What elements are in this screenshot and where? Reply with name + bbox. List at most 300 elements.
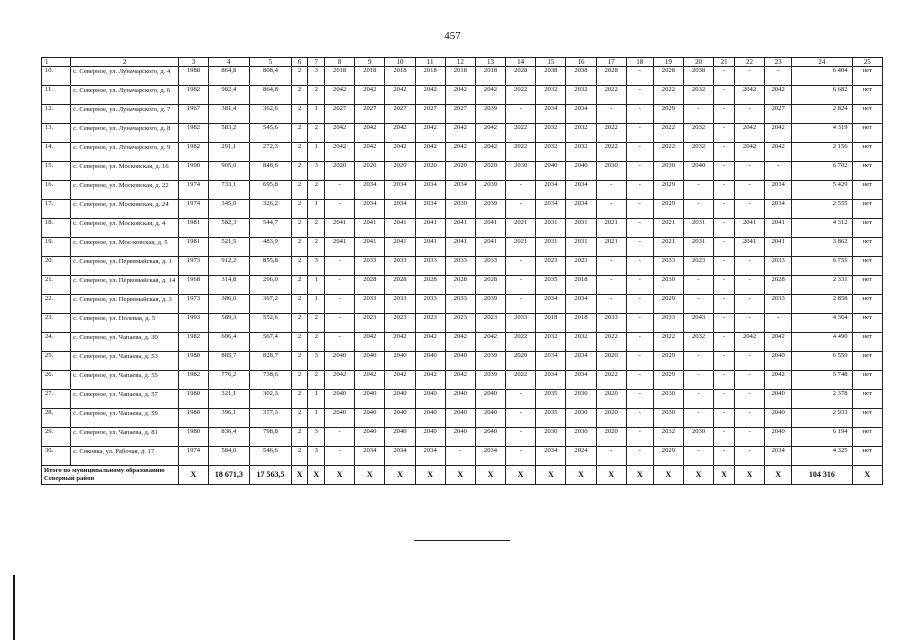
table-cell: 2042 <box>325 124 355 143</box>
data-table-container <box>41 57 883 485</box>
table-cell: - <box>626 352 653 371</box>
table-cell: 2020 <box>385 162 415 181</box>
table-cell: 396,1 <box>208 409 250 428</box>
table-cell: 362,6 <box>250 105 292 124</box>
table-cell: - <box>626 314 653 333</box>
table-cell: 2040 <box>415 428 445 447</box>
total-value-cell: X <box>325 466 355 485</box>
table-cell: - <box>683 276 713 295</box>
table-cell: 544,7 <box>250 219 292 238</box>
table-row <box>42 67 883 86</box>
table-cell: 808,4 <box>250 67 292 86</box>
table-cell: 2042 <box>355 124 385 143</box>
table-cell: - <box>683 352 713 371</box>
table-cell: 1982 <box>179 371 208 390</box>
table-cell: 4 319 <box>792 124 852 143</box>
table-cell: 2 <box>291 238 308 257</box>
table-cell: 2041 <box>734 238 764 257</box>
table-cell: 2 824 <box>792 105 852 124</box>
table-cell: 2 555 <box>792 200 852 219</box>
table-cell: 1974 <box>179 200 208 219</box>
table-cell: 2 <box>291 333 308 352</box>
table-cell: - <box>596 200 626 219</box>
table-cell: 2 <box>308 314 325 333</box>
table-cell: 2 <box>291 200 308 219</box>
total-row <box>42 466 883 485</box>
address-cell: с. Северное, ул. Московская, д. 4 <box>71 219 179 238</box>
table-cell: - <box>596 295 626 314</box>
table-cell: 2041 <box>325 238 355 257</box>
table-cell: 1982 <box>179 124 208 143</box>
table-cell: 1 <box>308 105 325 124</box>
table-cell: 1980 <box>179 409 208 428</box>
table-cell: 2020 <box>325 162 355 181</box>
table-cell: - <box>765 67 792 86</box>
table-cell: 2 <box>291 447 308 466</box>
table-cell: 2029 <box>653 447 683 466</box>
total-value-cell: X <box>291 466 308 485</box>
table-cell: 2041 <box>445 219 475 238</box>
table-cell: 2034 <box>536 352 566 371</box>
table-cell: 2030 <box>506 162 536 181</box>
table-cell: 2040 <box>355 409 385 428</box>
table-cell: 2034 <box>385 447 415 466</box>
column-header-cell: 6 <box>291 58 308 67</box>
table-cell: 695,8 <box>250 181 292 200</box>
table-cell: 2 <box>308 219 325 238</box>
table-cell: 2022 <box>653 86 683 105</box>
table-row <box>42 143 883 162</box>
column-header-cell: 12 <box>445 58 475 67</box>
table-cell: 2 933 <box>792 409 852 428</box>
table-cell: 2022 <box>653 143 683 162</box>
table-cell: 2040 <box>385 352 415 371</box>
table-cell: 2042 <box>765 124 792 143</box>
table-cell: 2042 <box>385 371 415 390</box>
table-cell: - <box>626 295 653 314</box>
address-cell: с. Северное, ул. Московская, д. 16 <box>71 162 179 181</box>
table-cell: 2020 <box>596 390 626 409</box>
table-cell: 2034 <box>536 371 566 390</box>
row-number-cell: 23. <box>42 314 71 333</box>
table-cell: 2028 <box>765 276 792 295</box>
table-cell: 2023 <box>566 257 596 276</box>
table-row <box>42 409 883 428</box>
table-cell: - <box>734 162 764 181</box>
table-cell: - <box>734 447 764 466</box>
table-cell: - <box>734 181 764 200</box>
table-cell: 584,0 <box>208 447 250 466</box>
table-cell: 2 <box>291 257 308 276</box>
table-cell: 2030 <box>566 409 596 428</box>
table-cell: - <box>734 67 764 86</box>
table-cell: - <box>626 124 653 143</box>
column-header-cell: 11 <box>415 58 445 67</box>
table-cell: 2032 <box>683 124 713 143</box>
table-cell: 3 <box>308 67 325 86</box>
table-cell: 2040 <box>445 390 475 409</box>
table-cell: 2034 <box>566 352 596 371</box>
address-cell: с. Северное, ул. Московская, д. 24 <box>71 200 179 219</box>
table-cell: - <box>626 67 653 86</box>
column-header-cell: 3 <box>179 58 208 67</box>
table-row <box>42 181 883 200</box>
table-cell: 2041 <box>355 238 385 257</box>
total-value-cell: X <box>536 466 566 485</box>
table-cell: - <box>325 181 355 200</box>
table-cell: - <box>714 428 735 447</box>
row-number-cell: 26. <box>42 371 71 390</box>
table-cell: 2033 <box>506 314 536 333</box>
table-cell: нет <box>852 219 882 238</box>
table-cell: 2040 <box>445 352 475 371</box>
column-header-cell: 22 <box>734 58 764 67</box>
table-cell: 1982 <box>179 143 208 162</box>
table-cell: 2032 <box>536 86 566 105</box>
table-row <box>42 276 883 295</box>
table-cell: - <box>325 295 355 314</box>
table-cell: - <box>325 447 355 466</box>
table-cell: 3 <box>308 447 325 466</box>
table-cell: 2041 <box>325 219 355 238</box>
table-cell: 2018 <box>475 67 505 86</box>
table-cell: 2041 <box>734 219 764 238</box>
table-cell: 2 <box>308 371 325 390</box>
table-cell: - <box>734 276 764 295</box>
table-cell: - <box>714 333 735 352</box>
table-cell: 2042 <box>445 124 475 143</box>
table-cell: 367,2 <box>250 295 292 314</box>
table-cell: 2040 <box>325 390 355 409</box>
table-cell: 2027 <box>325 105 355 124</box>
table-cell: 2040 <box>765 390 792 409</box>
table-cell: 1974 <box>179 447 208 466</box>
table-cell: 2 <box>308 86 325 105</box>
table-cell: 2023 <box>683 257 713 276</box>
table-cell: 589,3 <box>208 314 250 333</box>
table-cell: 2042 <box>385 143 415 162</box>
table-cell: 2041 <box>765 238 792 257</box>
table-cell: нет <box>852 181 882 200</box>
table-cell: 1980 <box>179 390 208 409</box>
table-row <box>42 162 883 181</box>
table-cell: - <box>626 371 653 390</box>
table-row <box>42 352 883 371</box>
table-cell: 864,8 <box>208 67 250 86</box>
table-cell: нет <box>852 143 882 162</box>
table-cell: нет <box>852 105 882 124</box>
table-cell: 2040 <box>475 409 505 428</box>
table-cell: 1990 <box>179 162 208 181</box>
table-cell: - <box>506 181 536 200</box>
table-cell: 2 <box>291 181 308 200</box>
table-cell: 2020 <box>596 409 626 428</box>
table-cell: 2042 <box>475 124 505 143</box>
table-row <box>42 295 883 314</box>
table-cell: 2040 <box>385 409 415 428</box>
table-cell: 2024 <box>566 447 596 466</box>
table-row <box>42 447 883 466</box>
table-cell: 798,8 <box>250 428 292 447</box>
table-cell: - <box>596 447 626 466</box>
table-cell: 2018 <box>415 67 445 86</box>
table-cell: 2039 <box>445 200 475 219</box>
total-value-cell: X <box>506 466 536 485</box>
table-cell: 2034 <box>765 447 792 466</box>
table-cell: 2028 <box>653 67 683 86</box>
table-cell: 2031 <box>536 219 566 238</box>
table-cell: 2020 <box>596 352 626 371</box>
table-cell: 521,5 <box>208 238 250 257</box>
table-cell: 2039 <box>475 295 505 314</box>
table-cell: 2033 <box>765 295 792 314</box>
table-cell: 2021 <box>506 238 536 257</box>
table-cell: - <box>683 181 713 200</box>
table-cell: - <box>714 447 735 466</box>
total-value-cell: X <box>683 466 713 485</box>
table-cell: 546,6 <box>250 447 292 466</box>
table-cell: 2029 <box>653 181 683 200</box>
table-cell: 2032 <box>683 143 713 162</box>
table-cell: 2040 <box>355 352 385 371</box>
table-cell: - <box>626 428 653 447</box>
row-number-cell: 20. <box>42 257 71 276</box>
table-cell: - <box>714 162 735 181</box>
table-cell: 567,4 <box>250 333 292 352</box>
table-cell: - <box>325 200 355 219</box>
column-number-header <box>42 58 883 67</box>
table-cell: 2038 <box>683 67 713 86</box>
row-number-cell: 28. <box>42 409 71 428</box>
total-value-cell: X <box>308 466 325 485</box>
table-cell: 2 378 <box>792 390 852 409</box>
table-cell: 2039 <box>475 181 505 200</box>
table-cell: 2 <box>291 162 308 181</box>
address-cell: с. Соковка, ул. Рабочая, д. 17 <box>71 447 179 466</box>
table-cell: 2022 <box>506 86 536 105</box>
address-cell: с. Северное, ул. Чапаева, д. 59 <box>71 409 179 428</box>
table-cell: 2042 <box>475 143 505 162</box>
table-cell: 2023 <box>536 257 566 276</box>
table-cell: 2034 <box>566 295 596 314</box>
table-cell: 2034 <box>536 200 566 219</box>
table-cell: 2023 <box>385 314 415 333</box>
row-number-cell: 17. <box>42 200 71 219</box>
address-cell: с. Северное, ул. Первомайская, д. 3 <box>71 295 179 314</box>
table-cell: 2034 <box>765 200 792 219</box>
table-cell: 4 490 <box>792 333 852 352</box>
page-number: 457 <box>444 30 461 42</box>
address-cell: с. Северное, ул. Первомайская, д. 1 <box>71 257 179 276</box>
table-cell: 2034 <box>536 447 566 466</box>
table-cell: 296,0 <box>250 276 292 295</box>
row-number-cell: 16. <box>42 181 71 200</box>
table-cell: - <box>506 276 536 295</box>
table-cell: 377,3 <box>250 409 292 428</box>
table-cell: 2033 <box>596 314 626 333</box>
table-cell: - <box>734 257 764 276</box>
table-cell: 3 <box>308 352 325 371</box>
column-header-cell: 8 <box>325 58 355 67</box>
table-cell: 2040 <box>415 390 445 409</box>
table-cell: - <box>714 314 735 333</box>
table-cell: - <box>714 143 735 162</box>
address-cell: с. Северное, ул. Луначарского, д. 9 <box>71 143 179 162</box>
table-cell: 2034 <box>385 200 415 219</box>
row-number-cell: 21. <box>42 276 71 295</box>
table-cell: 6 559 <box>792 352 852 371</box>
table-cell: - <box>626 447 653 466</box>
table-cell: нет <box>852 86 882 105</box>
table-cell: 2034 <box>415 447 445 466</box>
table-cell: 2030 <box>683 428 713 447</box>
table-cell: 2022 <box>596 371 626 390</box>
table-cell: 1988 <box>179 67 208 86</box>
table-cell: 2034 <box>566 371 596 390</box>
table-cell: 1973 <box>179 295 208 314</box>
table-cell: - <box>734 390 764 409</box>
table-cell: - <box>626 219 653 238</box>
table-cell: 2030 <box>566 428 596 447</box>
total-value-cell: X <box>355 466 385 485</box>
table-cell: 2040 <box>355 428 385 447</box>
table-cell: - <box>683 200 713 219</box>
table-cell: 2033 <box>415 295 445 314</box>
table-cell: - <box>626 257 653 276</box>
table-cell: - <box>734 428 764 447</box>
table-cell: 2 <box>291 67 308 86</box>
table-cell: - <box>506 428 536 447</box>
table-cell: 2 <box>291 86 308 105</box>
table-cell: 1993 <box>179 314 208 333</box>
table-cell: 2040 <box>475 428 505 447</box>
table-cell: 1982 <box>179 333 208 352</box>
table-cell: 2018 <box>536 314 566 333</box>
column-header-cell: 23 <box>765 58 792 67</box>
table-cell: 2030 <box>653 390 683 409</box>
table-cell: - <box>626 181 653 200</box>
table-cell: 2040 <box>683 162 713 181</box>
table-cell: 2040 <box>385 428 415 447</box>
table-cell: 2042 <box>475 333 505 352</box>
row-number-cell: 13. <box>42 124 71 143</box>
table-cell: 2030 <box>653 409 683 428</box>
column-header-cell: 9 <box>355 58 385 67</box>
table-cell: 2034 <box>415 181 445 200</box>
table-cell: 2022 <box>506 124 536 143</box>
address-cell: с. Северное, ул. Чапаева, д. 57 <box>71 390 179 409</box>
table-cell: 3 862 <box>792 238 852 257</box>
table-cell: - <box>506 390 536 409</box>
table-cell: 2 <box>291 276 308 295</box>
total-label-cell: Итого по муниципальному образованию Северный район <box>42 466 179 485</box>
total-value-cell: X <box>475 466 505 485</box>
table-cell: - <box>626 143 653 162</box>
table-cell: 2042 <box>765 371 792 390</box>
table-cell: 583,2 <box>208 124 250 143</box>
table-cell: 1980 <box>179 428 208 447</box>
table-cell: 2 <box>308 333 325 352</box>
table-cell: 4 364 <box>792 314 852 333</box>
column-header-cell: 2 <box>71 58 179 67</box>
table-cell: 2020 <box>475 162 505 181</box>
table-cell: 2041 <box>475 238 505 257</box>
table-cell: 2 <box>291 105 308 124</box>
table-cell: 2033 <box>355 295 385 314</box>
table-cell: 2042 <box>385 86 415 105</box>
column-header-cell: 7 <box>308 58 325 67</box>
table-cell: - <box>596 181 626 200</box>
column-header-cell: 17 <box>596 58 626 67</box>
table-cell: 2040 <box>445 409 475 428</box>
table-cell: 2033 <box>445 257 475 276</box>
table-cell: 2021 <box>506 219 536 238</box>
table-cell: 2023 <box>415 314 445 333</box>
table-cell: - <box>596 257 626 276</box>
row-number-cell: 25. <box>42 352 71 371</box>
table-cell: 2042 <box>415 371 445 390</box>
table-cell: 2029 <box>653 352 683 371</box>
table-cell: 2031 <box>566 238 596 257</box>
total-value-cell: X <box>566 466 596 485</box>
table-row <box>42 200 883 219</box>
table-cell: 4 325 <box>792 447 852 466</box>
table-cell: 2035 <box>536 276 566 295</box>
table-cell: 905,0 <box>208 162 250 181</box>
total-value-cell: X <box>714 466 735 485</box>
total-value-cell: X <box>653 466 683 485</box>
column-header-cell: 10 <box>385 58 415 67</box>
table-cell: 2042 <box>734 333 764 352</box>
table-cell: 2020 <box>506 352 536 371</box>
table-cell: - <box>506 105 536 124</box>
table-cell: 2018 <box>355 67 385 86</box>
table-cell: 6 194 <box>792 428 852 447</box>
table-cell: 2038 <box>536 67 566 86</box>
table-cell: - <box>683 390 713 409</box>
table-cell: 2034 <box>355 200 385 219</box>
table-cell: 386,0 <box>208 295 250 314</box>
table-cell: - <box>714 390 735 409</box>
table-cell: нет <box>852 200 882 219</box>
table-cell: 291,1 <box>208 143 250 162</box>
table-cell: 2039 <box>475 352 505 371</box>
table-cell: - <box>506 409 536 428</box>
table-cell: 545,6 <box>250 124 292 143</box>
table-cell: 2027 <box>765 105 792 124</box>
table-cell: 864,8 <box>250 86 292 105</box>
table-cell: 2 <box>291 143 308 162</box>
table-cell: 2034 <box>765 181 792 200</box>
table-cell: 1967 <box>179 105 208 124</box>
table-cell: 2032 <box>566 143 596 162</box>
table-cell: 2022 <box>596 143 626 162</box>
table-cell: 1981 <box>179 219 208 238</box>
table-cell: - <box>714 371 735 390</box>
address-cell: с. Северное, ул. Чапаева, д. 53 <box>71 352 179 371</box>
table-cell: 6 682 <box>792 86 852 105</box>
table-cell: 836,4 <box>208 428 250 447</box>
total-value-cell: X <box>415 466 445 485</box>
table-cell: - <box>734 314 764 333</box>
table-cell: нет <box>852 314 882 333</box>
address-cell: с. Северное, ул. Полевая, д. 5 <box>71 314 179 333</box>
table-cell: - <box>626 276 653 295</box>
bottom-divider <box>414 540 510 541</box>
table-cell: - <box>506 447 536 466</box>
table-cell: нет <box>852 162 882 181</box>
table-cell: 2 <box>291 428 308 447</box>
